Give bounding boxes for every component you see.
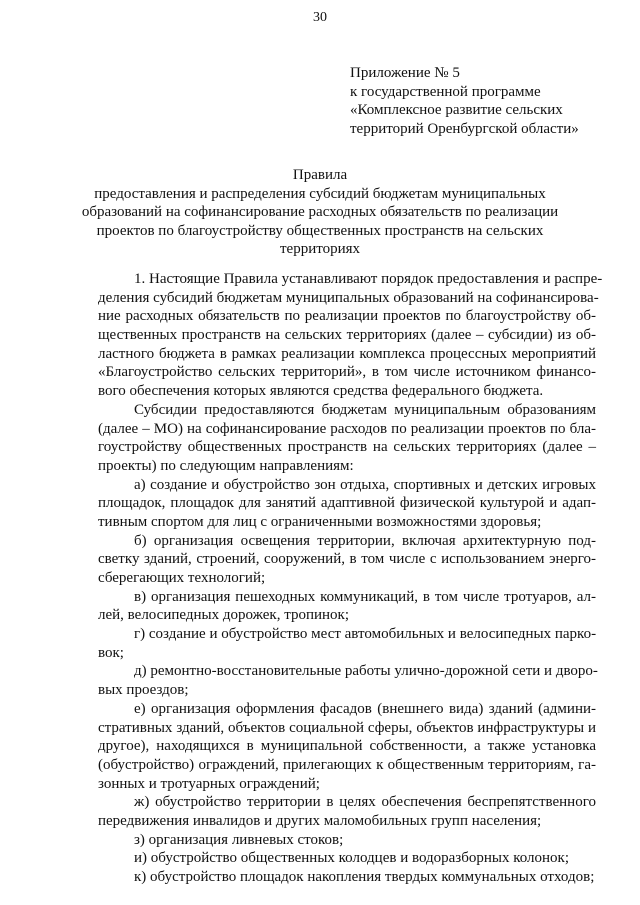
- paragraph-line: в) организация пешеходных коммуникаций, в том числе тротуаров, ал-: [134, 588, 596, 605]
- paragraph-line: щественных пространств на сельских территориях (далее – субсидии) из об-: [98, 327, 596, 344]
- paragraph-line: и) обустройство общественных колодцев и водоразборных колонок;: [134, 850, 570, 867]
- title-heading: Правила: [292, 167, 348, 183]
- title-line: предоставления и распределения субсидий бюджетам муниципальных: [94, 185, 546, 202]
- document-title: [0, 166, 640, 259]
- paragraph-line: зонных и тротуарных ограждений;: [98, 775, 320, 792]
- paragraph: [98, 532, 596, 588]
- paragraph: [98, 700, 596, 793]
- paragraph-line: ластного бюджета в рамках реализации комплекса процессных мероприятий: [98, 345, 596, 362]
- page-number: 30: [313, 10, 327, 25]
- paragraph-line: сберегающих технологий;: [98, 570, 266, 586]
- paragraph-line: гоустройству общественных пространств на сельских территориях (далее –: [98, 439, 596, 456]
- paragraph-line: д) ремонтно-восстановительные работы улично-дорожной сети и дворо-: [134, 663, 598, 680]
- title-line: образований на софинансирование расходных обязательств по реализации: [81, 204, 559, 220]
- paragraph-line: стративных зданий, объектов социальной сферы, объектов инфраструктуры и: [98, 719, 596, 736]
- title-line: территориях: [279, 241, 361, 257]
- paragraph-line: Субсидии предоставляются бюджетам муниципальным образованиям: [134, 401, 596, 418]
- paragraph-line: з) организация ливневых стоков;: [134, 831, 344, 848]
- paragraph-line: 1. Настоящие Правила устанавливают порядок предоставления и распре-: [134, 271, 603, 287]
- paragraph-line: проекты) по следующим направлениям:: [98, 457, 354, 474]
- paragraph: [98, 625, 596, 662]
- paragraph-line: тивным спортом для лиц с ограниченными возможностями здоровья;: [98, 513, 542, 530]
- paragraph: [98, 662, 596, 699]
- paragraph-line: ж) обустройство территории в целях обеспечения беспрепятственного: [134, 794, 596, 811]
- paragraph-line: другое), находящихся в муниципальной собственности, а также установка: [98, 738, 596, 755]
- paragraph-line: е) организация оформления фасадов (внешнего вида) зданий (админи-: [134, 700, 596, 717]
- paragraph-line: вок;: [98, 644, 124, 661]
- paragraph-line: вого обеспечения которых являются средства федерального бюджета.: [98, 383, 544, 400]
- document-body: [98, 270, 603, 887]
- paragraph-line: б) организация освещения территории, включая архитектурную под-: [134, 532, 596, 549]
- paragraph-line: (далее – МО) на софинансирование расходов по реализации проектов по бла-: [98, 420, 596, 437]
- paragraph-line: вых проездов;: [98, 682, 189, 699]
- paragraph-line: площадок, площадок для занятий адаптивной физической культурой и адап-: [98, 495, 596, 512]
- appendix-line: территорий Оренбургской области»: [350, 120, 579, 137]
- appendix-header: [350, 64, 630, 138]
- paragraph-line: лей, велосипедных дорожек, тропинок;: [98, 607, 349, 624]
- paragraph: [98, 868, 596, 887]
- paragraph-line: передвижения инвалидов и других маломобильных групп населения;: [98, 812, 542, 829]
- appendix-line: к государственной программе: [350, 83, 541, 100]
- appendix-line: «Комплексное развитие сельских: [350, 102, 563, 118]
- appendix-line: Приложение № 5: [350, 65, 460, 81]
- paragraph: [98, 588, 596, 625]
- paragraph-line: деления субсидий бюджетам муниципальных образований на софинансирова-: [98, 289, 599, 306]
- paragraph: [98, 849, 596, 868]
- paragraph-line: (обустройство) ограждений, прилегающих к общественным территориям, га-: [98, 756, 596, 773]
- paragraph: [98, 831, 596, 850]
- paragraph-line: «Благоустройство сельских территорий», в том числе источником финансо-: [98, 364, 596, 381]
- paragraph: [98, 793, 596, 830]
- title-line: проектов по благоустройству общественных пространств на сельских: [96, 222, 544, 239]
- paragraph-line: ние расходных обязательств по реализации проектов по благоустройству об-: [98, 308, 596, 325]
- paragraph-line: а) создание и обустройство зон отдыха, спортивных и детских игровых: [134, 476, 596, 493]
- paragraph-line: к) обустройство площадок накопления твердых коммунальных отходов;: [134, 869, 595, 885]
- paragraph-line: г) создание и обустройство мест автомобильных и велосипедных парко-: [134, 626, 597, 643]
- paragraph: [98, 476, 596, 532]
- paragraph: [98, 401, 596, 476]
- paragraph-line: светку зданий, строений, сооружений, в том числе с использованием энерго-: [98, 551, 596, 568]
- paragraph: [98, 270, 603, 401]
